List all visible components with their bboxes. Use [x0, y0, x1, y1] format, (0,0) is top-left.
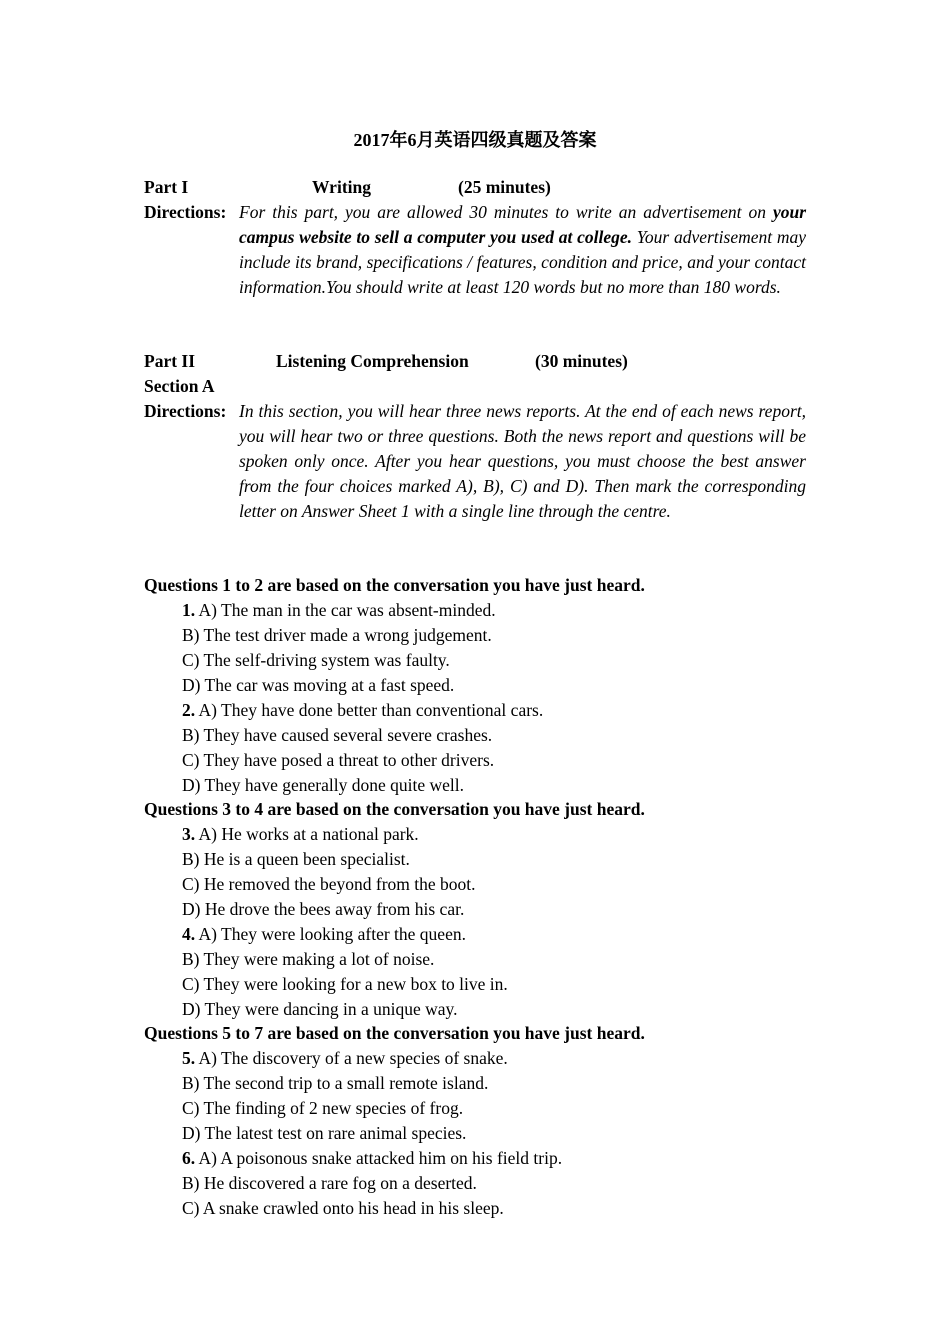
option-b: B) The second trip to a small remote island.: [182, 1073, 489, 1093]
group-heading: Questions 1 to 2 are based on the conversation you have just heard.: [144, 575, 645, 595]
group-heading: Questions 5 to 7 are based on the conversation you have just heard.: [144, 1023, 645, 1043]
part1-time: (25 minutes): [458, 177, 551, 197]
part2-name: Listening Comprehension: [276, 351, 469, 371]
part1-directions-label: Directions:: [144, 202, 227, 222]
group-heading: Questions 3 to 4 are based on the conversation you have just heard.: [144, 799, 645, 819]
option-c: C) He removed the beyond from the boot.: [182, 874, 476, 894]
part2-heading: [144, 349, 844, 374]
option-d: D) They were dancing in a unique way.: [182, 999, 458, 1019]
option-c: C) A snake crawled onto his head in his sleep.: [182, 1198, 504, 1218]
part1-name: Writing: [312, 177, 371, 197]
question-number: 4.: [182, 924, 196, 944]
option-d: D) The car was moving at a fast speed.: [182, 675, 455, 695]
part2-directions-label: Directions:: [144, 401, 227, 421]
part1-directions-text: [239, 200, 806, 300]
part2-time: (30 minutes): [535, 351, 628, 371]
option-a: A) A poisonous snake attacked him on his field trip.: [195, 1148, 563, 1168]
question-number: 2.: [182, 700, 196, 720]
page-title: 2017年6月英语四级真题及答案: [353, 130, 597, 150]
option-a: A) The discovery of a new species of snake.: [195, 1048, 508, 1068]
option-b: B) He discovered a rare fog on a deserted.: [182, 1173, 477, 1193]
option-d: D) The latest test on rare animal species.: [182, 1123, 467, 1143]
part1-heading: [144, 175, 844, 200]
part1-directions-before: For this part, you are allowed 30 minutes to write an advertisement on: [239, 202, 773, 222]
option-c: C) The finding of 2 new species of frog.: [182, 1098, 464, 1118]
question-1: [182, 598, 496, 623]
option-b: B) They have caused several severe crashes.: [182, 725, 493, 745]
option-c: C) The self-driving system was faulty.: [182, 650, 450, 670]
option-a: A) They have done better than conventional cars.: [195, 700, 544, 720]
option-b: B) The test driver made a wrong judgement.: [182, 625, 492, 645]
question-number: 5.: [182, 1048, 196, 1068]
question-5: [182, 1046, 508, 1071]
question-3: [182, 822, 419, 847]
question-2: [182, 698, 543, 723]
part2-label: Part II: [144, 351, 196, 371]
question-number: 1.: [182, 600, 196, 620]
option-b: B) He is a queen been specialist.: [182, 849, 410, 869]
question-number: 3.: [182, 824, 196, 844]
part1-label: Part I: [144, 177, 189, 197]
option-d: D) They have generally done quite well.: [182, 775, 465, 795]
option-c: C) They were looking for a new box to live in.: [182, 974, 508, 994]
part1-directions-bold: your campus website to sell a computer you used at college.: [239, 202, 806, 247]
question-number: 6.: [182, 1148, 196, 1168]
question-6: [182, 1146, 562, 1171]
option-c: C) They have posed a threat to other drivers.: [182, 750, 495, 770]
option-a: A) They were looking after the queen.: [195, 924, 466, 944]
question-4: [182, 922, 466, 947]
part1-directions-after: Your advertisement may include its brand, specifications / features, condition and price, and your contact information.You should write at least 120 words but no more than 180 words.: [239, 227, 806, 297]
option-b: B) They were making a lot of noise.: [182, 949, 435, 969]
option-d: D) He drove the bees away from his car.: [182, 899, 465, 919]
option-a: A) He works at a national park.: [195, 824, 419, 844]
part2-directions-text: In this section, you will hear three news reports. At the end of each news report, you will hear two or three questions. Both the news report and questions will be spoken only once. After you hear questions, you must choose the best answer from the four choices marked A), B), C) and D). Then mark the corresponding letter on Answer Sheet 1 with a single line through the centre.: [239, 401, 806, 521]
option-a: A) The man in the car was absent-minded.: [195, 600, 496, 620]
section-heading: Section A: [144, 376, 215, 396]
